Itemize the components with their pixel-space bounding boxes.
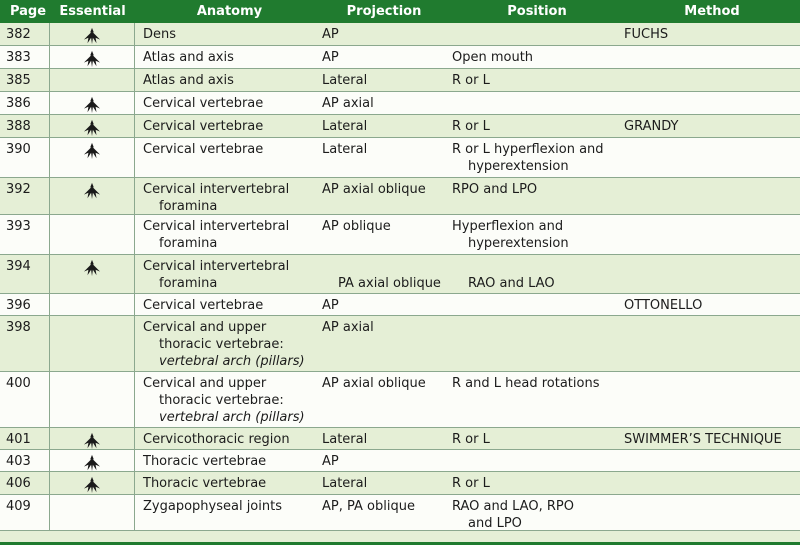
method-cell (622, 428, 800, 449)
method-cell (622, 495, 800, 530)
projection-cell (316, 69, 446, 91)
projection-cell-line: AP axial (322, 320, 374, 335)
essential-cell (50, 294, 135, 315)
essential-cell (50, 138, 135, 177)
page-cell (0, 178, 50, 214)
anatomy-cell-line: Zygapophyseal joints (143, 499, 282, 514)
anatomy-cell (135, 450, 316, 471)
table-row (0, 472, 800, 495)
anatomy-cell (135, 92, 316, 114)
essential-fan-icon (83, 50, 101, 68)
position-cell-line: and LPO (468, 516, 522, 531)
essential-fan-icon (83, 96, 101, 114)
projection-cell-line: AP (322, 50, 339, 65)
table-row (0, 428, 800, 450)
anatomy-cell (135, 69, 316, 91)
page-cell (0, 428, 50, 449)
essential-cell (50, 450, 135, 471)
position-cell-line: R or L (452, 73, 490, 88)
anatomy-cell (135, 495, 316, 530)
table-row (0, 294, 800, 316)
projection-cell-line: AP axial (322, 96, 374, 111)
page-number: 406 (6, 476, 31, 491)
position-cell (446, 138, 622, 177)
table-row (0, 255, 800, 294)
position-cell-line: R and L head rotations (452, 376, 600, 391)
anatomy-cell (135, 215, 316, 254)
header-method: Method (684, 4, 740, 19)
anatomy-cell (135, 23, 316, 45)
position-cell-line: hyperextension (468, 236, 569, 251)
anatomy-cell (135, 428, 316, 449)
method-text: OTTONELLO (624, 298, 703, 313)
page-number: 393 (6, 219, 31, 234)
position-cell (446, 316, 622, 371)
method-cell (622, 450, 800, 471)
essential-cell (50, 472, 135, 494)
projection-cell (316, 23, 446, 45)
anatomy-cell (135, 138, 316, 177)
essential-cell (50, 316, 135, 371)
essential-fan-icon (83, 27, 101, 45)
page-cell (0, 138, 50, 177)
method-cell (622, 23, 800, 45)
position-cell (446, 472, 622, 494)
essential-fan-icon (83, 259, 101, 277)
projection-cell-line: AP axial oblique (322, 376, 426, 391)
method-text: FUCHS (624, 27, 669, 42)
method-cell (622, 294, 800, 315)
projection-cell (316, 472, 446, 494)
projection-cell (316, 115, 446, 137)
position-cell-line: R or L (452, 476, 490, 491)
header-anatomy: Anatomy (196, 4, 263, 19)
table-row (0, 372, 800, 428)
essential-cell (50, 115, 135, 137)
position-cell-line (452, 258, 622, 275)
position-cell-line: Open mouth (452, 50, 534, 65)
table-header (0, 0, 800, 23)
method-cell (622, 138, 800, 177)
projection-cell (316, 178, 446, 214)
anatomy-cell-line: foramina (159, 236, 218, 251)
position-cell (446, 215, 622, 254)
page-number: 403 (6, 454, 31, 469)
anatomy-cell-line: thoracic vertebrae: (159, 393, 284, 408)
page-cell (0, 23, 50, 45)
projection-cell (316, 215, 446, 254)
anatomy-cell (135, 316, 316, 371)
method-text: GRANDY (624, 119, 679, 134)
page-cell (0, 472, 50, 494)
projection-cell (316, 316, 446, 371)
essential-cell (50, 92, 135, 114)
projection-cell (316, 372, 446, 427)
position-cell-line: RPO and LPO (452, 182, 538, 197)
header-essential: Essential (59, 4, 126, 19)
projection-cell-line: Lateral (322, 476, 368, 491)
table-row (0, 495, 800, 531)
anatomy-cell-line: Cervical and upper (143, 320, 267, 335)
position-cell (446, 255, 622, 293)
projection-cell-line: Lateral (322, 73, 368, 88)
page-cell (0, 115, 50, 137)
anatomy-cell-line: Cervical vertebrae (143, 142, 264, 157)
anatomy-cell-line: Atlas and axis (143, 50, 234, 65)
projection-cell (316, 428, 446, 449)
projection-cell-line: AP (322, 298, 339, 313)
anatomy-cell-line: Cervical and upper (143, 376, 267, 391)
projection-cell (316, 138, 446, 177)
anatomy-cell (135, 472, 316, 494)
essential-fan-icon (83, 432, 101, 450)
table-row (0, 46, 800, 69)
position-cell (446, 178, 622, 214)
projection-cell (316, 255, 446, 293)
anatomy-cell (135, 255, 316, 293)
method-cell (622, 178, 800, 214)
essential-fan-icon (83, 142, 101, 160)
page-cell (0, 450, 50, 471)
page-cell (0, 294, 50, 315)
anatomy-cell-line: Thoracic vertebrae (143, 476, 267, 491)
anatomy-cell (135, 294, 316, 315)
projection-cell-line: PA axial oblique (338, 276, 441, 291)
method-cell (622, 46, 800, 68)
projection-cell-line: AP (322, 27, 339, 42)
method-cell (622, 255, 800, 293)
projection-cell-line: Lateral (322, 432, 368, 447)
essential-cell (50, 428, 135, 449)
essential-fan-icon (83, 182, 101, 200)
projection-cell-line: Lateral (322, 142, 368, 157)
essential-cell (50, 255, 135, 293)
position-cell (446, 294, 622, 315)
anatomy-italic-note: vertebral arch (pillars) (159, 410, 305, 425)
essential-cell (50, 69, 135, 91)
page-number: 398 (6, 320, 31, 335)
page-cell (0, 255, 50, 293)
projection-cell-line: AP (322, 454, 339, 469)
essential-fan-icon (83, 119, 101, 137)
essential-cell (50, 215, 135, 254)
anatomy-cell-line: Dens (143, 27, 177, 42)
page-number: 383 (6, 50, 31, 65)
position-cell (446, 92, 622, 114)
anatomy-cell-line: Atlas and axis (143, 73, 234, 88)
table-row (0, 138, 800, 178)
header-position: Position (507, 4, 567, 19)
anatomy-cell-line: Thoracic vertebrae (143, 454, 267, 469)
anatomy-cell-line: Cervical intervertebral (143, 219, 290, 234)
table-row (0, 316, 800, 372)
anatomy-cell (135, 115, 316, 137)
anatomy-cell-line: Cervical vertebrae (143, 298, 264, 313)
anatomy-cell-line: Cervicothoracic region (143, 432, 290, 447)
anatomy-cell-line: foramina (159, 276, 218, 291)
projection-cell-line: AP oblique (322, 219, 391, 234)
projection-cell (316, 92, 446, 114)
page-number: 401 (6, 432, 31, 447)
anatomy-cell-line: Cervical vertebrae (143, 96, 264, 111)
position-cell (446, 23, 622, 45)
table-row (0, 215, 800, 255)
anatomy-cell (135, 372, 316, 427)
anatomy-cell-line: foramina (159, 199, 218, 214)
position-cell (446, 495, 622, 530)
table-row (0, 69, 800, 92)
method-cell (622, 472, 800, 494)
position-cell (446, 115, 622, 137)
method-cell (622, 215, 800, 254)
method-cell (622, 372, 800, 427)
header-page: Page (9, 4, 47, 19)
page-number: 392 (6, 182, 31, 197)
position-cell-line: R or L (452, 119, 490, 134)
header-projection: Projection (346, 4, 422, 19)
method-cell (622, 316, 800, 371)
page-number: 394 (6, 259, 31, 274)
essential-fan-icon (83, 476, 101, 494)
page-cell (0, 46, 50, 68)
table-body (0, 23, 800, 531)
essential-cell (50, 495, 135, 530)
position-cell (446, 372, 622, 427)
position-cell-line: hyperextension (468, 159, 569, 174)
page-number: 385 (6, 73, 31, 88)
position-cell (446, 428, 622, 449)
page-number: 409 (6, 499, 31, 514)
page-cell (0, 215, 50, 254)
anatomy-italic-note: vertebral arch (pillars) (159, 354, 305, 369)
page-cell (0, 316, 50, 371)
page-number: 390 (6, 142, 31, 157)
anatomy-cell-line: Cervical intervertebral (143, 182, 290, 197)
projection-cell (316, 450, 446, 471)
position-cell (446, 46, 622, 68)
position-cell-line: R or L hyperflexion and (452, 142, 604, 157)
projection-cell-line (322, 258, 446, 275)
projection-cell-line: Lateral (322, 119, 368, 134)
anatomy-cell-line: Cervical vertebrae (143, 119, 264, 134)
position-cell-line: RAO and LAO (468, 276, 555, 291)
essential-cell (50, 46, 135, 68)
table-row (0, 450, 800, 472)
page-number: 400 (6, 376, 31, 391)
method-text: SWIMMER’S TECHNIQUE (624, 432, 782, 447)
projection-cell-line: AP axial oblique (322, 182, 426, 197)
page-number: 386 (6, 96, 31, 111)
page-number: 382 (6, 27, 31, 42)
position-cell (446, 69, 622, 91)
method-cell (622, 69, 800, 91)
anatomy-cell (135, 46, 316, 68)
anatomy-cell (135, 178, 316, 214)
page-number: 388 (6, 119, 31, 134)
anatomy-cell-line: thoracic vertebrae: (159, 337, 284, 352)
method-cell (622, 115, 800, 137)
table-row (0, 178, 800, 215)
projection-cell (316, 46, 446, 68)
page-cell (0, 495, 50, 530)
essential-cell (50, 178, 135, 214)
projection-cell (316, 294, 446, 315)
page-cell (0, 92, 50, 114)
anatomy-cell-line: Cervical intervertebral (143, 259, 290, 274)
page-cell (0, 69, 50, 91)
table-row (0, 92, 800, 115)
position-cell-line: Hyperflexion and (452, 219, 564, 234)
essential-cell (50, 23, 135, 45)
table-row (0, 115, 800, 138)
position-cell-line: RAO and LAO, RPO (452, 499, 574, 514)
page-cell (0, 372, 50, 427)
position-cell-line: R or L (452, 432, 490, 447)
position-cell (446, 450, 622, 471)
table-row (0, 23, 800, 46)
essential-fan-icon (83, 454, 101, 472)
projection-cell-line: AP, PA oblique (322, 499, 415, 514)
method-cell (622, 92, 800, 114)
essential-cell (50, 372, 135, 427)
projection-cell (316, 495, 446, 530)
page-number: 396 (6, 298, 31, 313)
